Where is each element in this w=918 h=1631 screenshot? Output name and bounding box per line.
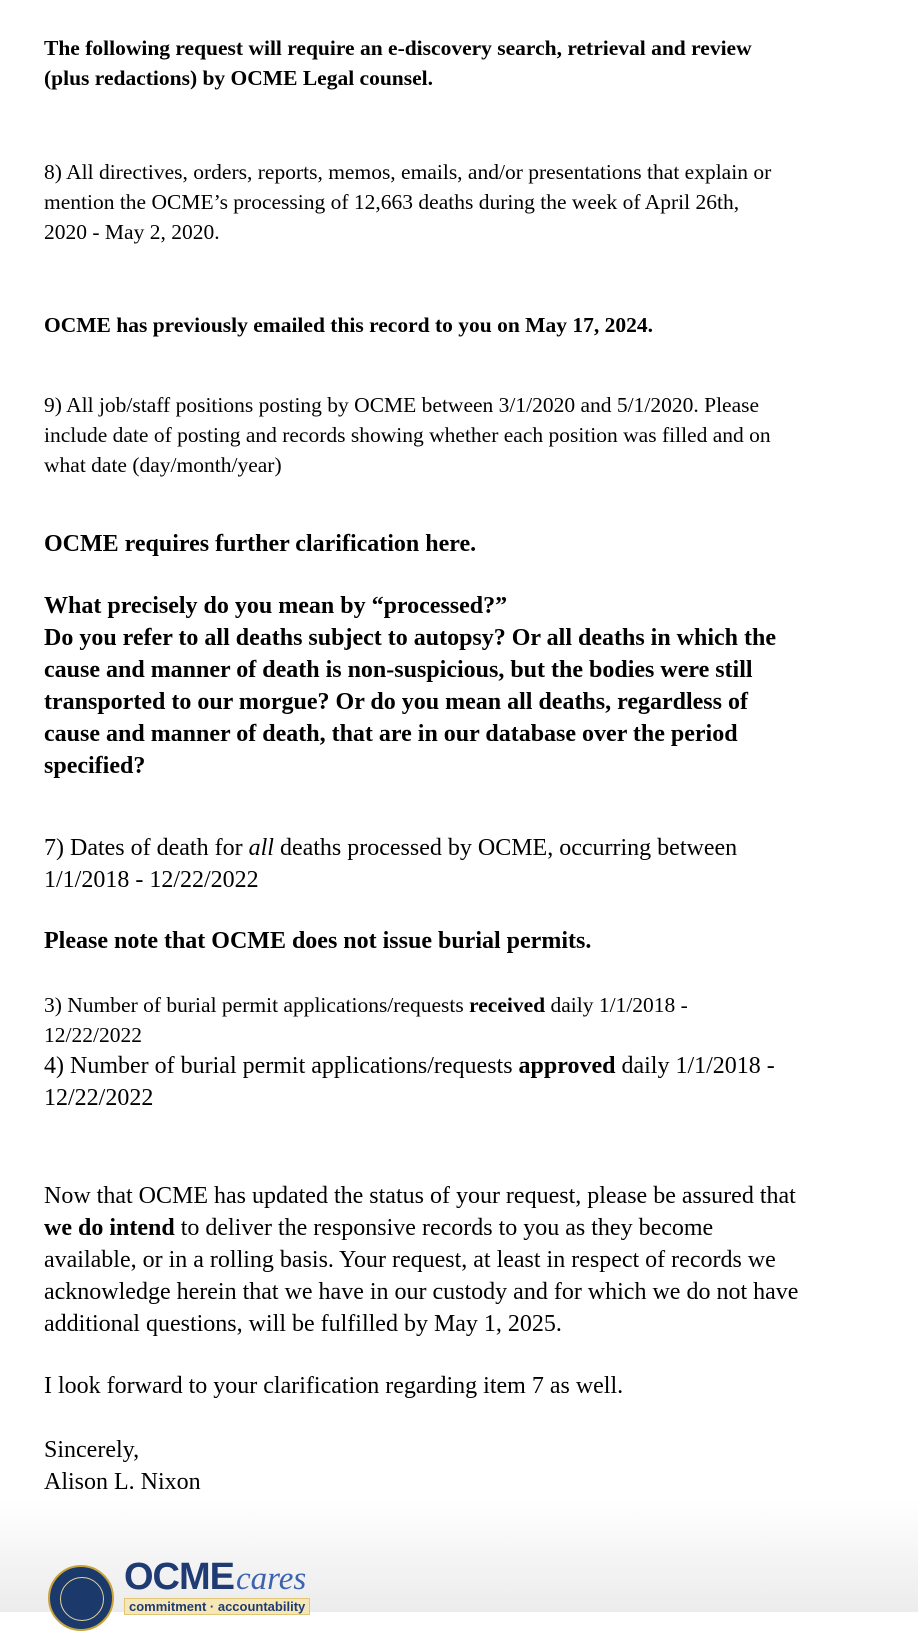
- item-7-line-1: [44, 832, 894, 864]
- ocme-seal-icon: [48, 1565, 114, 1631]
- item-4-emphasis: approved: [518, 1053, 616, 1079]
- notice-burial-text: Please note that OCME does not issue burial permits.: [44, 928, 592, 954]
- notice-burial: [44, 925, 894, 957]
- status-line-2: [44, 1212, 894, 1244]
- item-9-line-1: 9) All job/staff positions posting by OCME between 3/1/2020 and 5/1/2020. Please: [44, 393, 760, 417]
- item-4-line-2: 12/22/2022: [44, 1085, 154, 1111]
- status-paragraph: [44, 1180, 894, 1340]
- request-item-7: [44, 832, 894, 896]
- followup: [44, 1370, 894, 1402]
- item-4-suffix: daily 1/1/2018 -: [615, 1053, 775, 1079]
- item-3-prefix: 3) Number of burial permit applications/requests: [44, 993, 470, 1017]
- notice-emailed: [44, 310, 894, 340]
- item-9-line-3: what date (day/month/year): [44, 453, 282, 477]
- item-3-line-1: [44, 990, 894, 1020]
- item-4-line-1: [44, 1050, 894, 1082]
- signature-closing: Sincerely,: [44, 1437, 140, 1463]
- item-3-emphasis: received: [469, 993, 546, 1017]
- request-items-3-4: [44, 990, 894, 1114]
- status-line-1: Now that OCME has updated the status of your request, please be assured that: [44, 1183, 796, 1209]
- item-7-prefix: 7) Dates of death for: [44, 835, 249, 861]
- item-8-line-3: 2020 - May 2, 2020.: [44, 220, 220, 244]
- clarification-question-2-line-3: transported to our morgue? Or do you mean all deaths, regardless of: [44, 689, 748, 715]
- logo-wordmark: [124, 1556, 306, 1599]
- ocme-cares-logo: [48, 1556, 348, 1614]
- item-9-line-2: include date of posting and records showing whether each position was filled and on: [44, 423, 771, 447]
- status-line-4: acknowledge herein that we have in our custody and for which we do not have: [44, 1279, 799, 1305]
- item-3-suffix: daily 1/1/2018 -: [545, 993, 688, 1017]
- status-line-2-suffix: to deliver the responsive records to you as they become: [174, 1215, 714, 1241]
- notice-ediscovery-line-1: The following request will require an e-discovery search, retrieval and review: [44, 36, 752, 60]
- request-item-8: [44, 157, 894, 247]
- clarification-question-2-line-1: Do you refer to all deaths subject to autopsy? Or all deaths in which the: [44, 625, 777, 651]
- clarification-question-2-line-5: specified?: [44, 753, 146, 779]
- logo-tagline: commitment · accountability: [124, 1598, 310, 1615]
- followup-text: I look forward to your clarification regarding item 7 as well.: [44, 1373, 624, 1399]
- clarification-question-2-line-2: cause and manner of death is non-suspicious, but the bodies were still: [44, 657, 753, 683]
- status-emphasis: we do intend: [44, 1215, 175, 1241]
- clarification-heading-text: OCME requires further clarification here.: [44, 531, 477, 557]
- clarification-heading: [44, 528, 894, 560]
- item-7-emphasis: all: [248, 835, 274, 861]
- signature-name: Alison L. Nixon: [44, 1469, 201, 1495]
- clarification-question-2-line-4: cause and manner of death, that are in our database over the period: [44, 721, 738, 747]
- clarification-question-1: What precisely do you mean by “processed?”: [44, 593, 508, 619]
- item-7-suffix: deaths processed by OCME, occurring between: [273, 835, 738, 861]
- item-8-line-2: mention the OCME’s processing of 12,663 deaths during the week of April 26th,: [44, 190, 740, 214]
- item-3-line-2: 12/22/2022: [44, 1023, 142, 1047]
- status-line-3: available, or in a rolling basis. Your request, at least in respect of records we: [44, 1247, 776, 1273]
- item-7-line-2: 1/1/2018 - 12/22/2022: [44, 867, 259, 893]
- notice-ediscovery: [44, 33, 894, 93]
- clarification-questions: [44, 590, 894, 782]
- status-line-5: additional questions, will be fulfilled by May 1, 2025.: [44, 1311, 562, 1337]
- item-8-line-1: 8) All directives, orders, reports, memos, emails, and/or presentations that explain or: [44, 160, 772, 184]
- request-item-9: [44, 390, 894, 480]
- logo-brand: OCME: [124, 1556, 234, 1598]
- logo-brand-suffix: cares: [236, 1561, 307, 1597]
- notice-emailed-text: OCME has previously emailed this record to you on May 17, 2024.: [44, 313, 653, 337]
- item-4-prefix: 4) Number of burial permit applications/requests: [44, 1053, 519, 1079]
- notice-ediscovery-line-2: (plus redactions) by OCME Legal counsel.: [44, 66, 434, 90]
